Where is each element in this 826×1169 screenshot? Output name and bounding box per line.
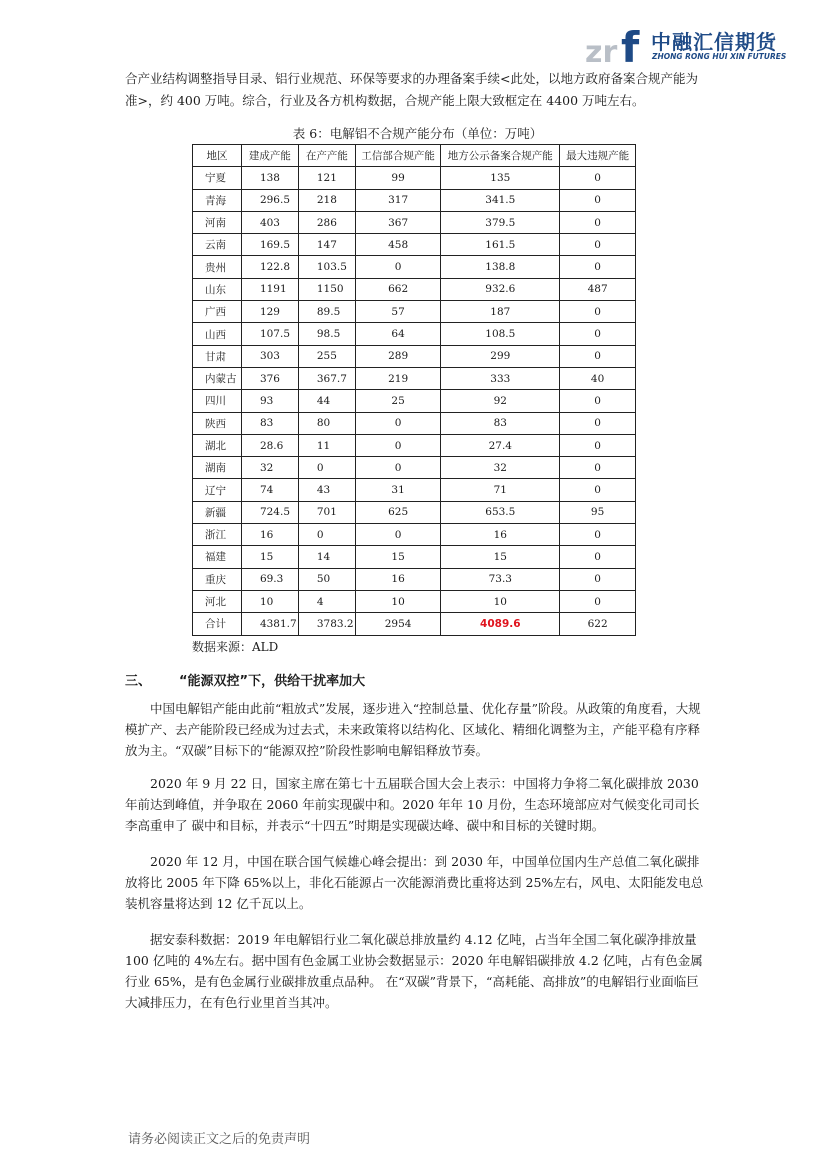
region-cell: 湖南 (193, 457, 242, 479)
value-cell: 376 (241, 367, 298, 389)
data-source: 数据来源：ALD (192, 640, 279, 654)
value-cell: 129 (241, 301, 298, 323)
value-cell: 43 (298, 479, 355, 501)
value-cell: 15 (355, 546, 441, 568)
value-cell: 147 (298, 234, 355, 256)
section-title: “能源双控”下，供给干扰率加大 (179, 674, 366, 689)
value-cell: 458 (355, 234, 441, 256)
value-cell: 0 (560, 568, 636, 590)
region-cell: 河南 (193, 211, 242, 233)
table-row (193, 434, 636, 456)
value-cell: 0 (298, 457, 355, 479)
region-cell: 山西 (193, 323, 242, 345)
value-cell: 98.5 (298, 323, 355, 345)
value-cell: 0 (355, 434, 441, 456)
table-row (193, 211, 636, 233)
value-cell: 44 (298, 390, 355, 412)
paragraph-3: 2020 年 12 月，中国在联合国气候雄心峰会提出：到 2030 年，中国单位国内生产总值二氧化碳排放将比 2005 年下降 65%以上，非化石能源占一次能源消费比重将达到 25%左右，风电、太阳能发电总装机容量将达到 12 亿千瓦以上。 (125, 854, 704, 911)
value-cell: 10 (355, 590, 441, 612)
value-cell: 0 (560, 524, 636, 546)
table-row (193, 412, 636, 434)
value-cell: 0 (560, 390, 636, 412)
value-cell: 138 (241, 167, 298, 189)
value-cell: 3783.2 (298, 613, 355, 635)
logo-chinese-name: 中融汇信期货 (651, 30, 777, 54)
company-logo (585, 20, 785, 72)
table-row (193, 345, 636, 367)
region-cell: 山东 (193, 278, 242, 300)
svg-text:f: f (621, 23, 640, 68)
value-cell: 95 (560, 501, 636, 523)
value-cell: 93 (241, 390, 298, 412)
value-cell: 2954 (355, 613, 441, 635)
value-cell: 0 (355, 412, 441, 434)
region-cell: 广西 (193, 301, 242, 323)
column-header: 建成产能 (241, 145, 298, 167)
value-cell: 69.3 (241, 568, 298, 590)
column-header: 工信部合规产能 (355, 145, 441, 167)
table-row (193, 568, 636, 590)
value-cell: 15 (241, 546, 298, 568)
value-cell: 653.5 (441, 501, 560, 523)
value-cell: 0 (560, 211, 636, 233)
region-cell: 陕西 (193, 412, 242, 434)
value-cell: 122.8 (241, 256, 298, 278)
value-cell: 73.3 (441, 568, 560, 590)
disclaimer-footer: 请务必阅读正文之后的免责声明 (128, 1132, 311, 1147)
region-cell: 云南 (193, 234, 242, 256)
value-cell: 0 (355, 256, 441, 278)
column-header: 地方公示备案合规产能 (441, 145, 560, 167)
table-row (193, 167, 636, 189)
table-row (193, 234, 636, 256)
value-cell: 107.5 (241, 323, 298, 345)
section-number: 三、 (125, 674, 152, 689)
value-cell: 0 (560, 189, 636, 211)
table-row (193, 590, 636, 612)
value-cell: 0 (560, 479, 636, 501)
value-cell: 83 (241, 412, 298, 434)
value-cell: 103.5 (298, 256, 355, 278)
value-cell: 367.7 (298, 367, 355, 389)
region-cell: 青海 (193, 189, 242, 211)
value-cell: 932.6 (441, 278, 560, 300)
value-cell: 135 (441, 167, 560, 189)
value-cell: 14 (298, 546, 355, 568)
value-cell: 379.5 (441, 211, 560, 233)
region-cell: 重庆 (193, 568, 242, 590)
value-cell: 83 (441, 412, 560, 434)
value-cell: 80 (298, 412, 355, 434)
value-cell: 99 (355, 167, 441, 189)
svg-text:zr: zr (585, 35, 618, 68)
table-row (193, 278, 636, 300)
value-cell: 0 (560, 434, 636, 456)
value-cell: 403 (241, 211, 298, 233)
value-cell: 25 (355, 390, 441, 412)
section-heading (125, 670, 365, 689)
paragraph-4: 据安泰科数据：2019 年电解铝行业二氧化碳总排放量约 4.12 亿吨，占当年全国二氧化碳净排放量 100 亿吨的 4%左右。据中国有色金属工业协会数据显示：2020 年电解铝碳排放 4.2 亿吨，占有色金属行业 65%，是有色金属行业碳排放重点品种。 在“双碳”背景下，“高耗能、高排放”的电解铝行业面临巨大减排压力，在有色行业里首当其冲。 (125, 932, 703, 1010)
table-caption: 表 6：电解铝不合规产能分布（单位：万吨） (292, 126, 543, 141)
value-cell: 4089.6 (441, 613, 560, 635)
region-cell: 浙江 (193, 524, 242, 546)
value-cell: 0 (560, 167, 636, 189)
column-header: 地区 (193, 145, 242, 167)
value-cell: 4 (298, 590, 355, 612)
value-cell: 74 (241, 479, 298, 501)
value-cell: 0 (560, 345, 636, 367)
value-cell: 57 (355, 301, 441, 323)
value-cell: 0 (355, 457, 441, 479)
value-cell: 0 (560, 412, 636, 434)
value-cell: 1191 (241, 278, 298, 300)
table-row (193, 479, 636, 501)
value-cell: 1150 (298, 278, 355, 300)
region-cell: 辽宁 (193, 479, 242, 501)
value-cell: 28.6 (241, 434, 298, 456)
value-cell: 0 (298, 524, 355, 546)
value-cell: 121 (298, 167, 355, 189)
value-cell: 11 (298, 434, 355, 456)
value-cell: 0 (560, 546, 636, 568)
value-cell: 0 (560, 323, 636, 345)
value-cell: 487 (560, 278, 636, 300)
value-cell: 32 (241, 457, 298, 479)
value-cell: 317 (355, 189, 441, 211)
value-cell: 10 (441, 590, 560, 612)
value-cell: 161.5 (441, 234, 560, 256)
column-header: 在产产能 (298, 145, 355, 167)
region-cell: 贵州 (193, 256, 242, 278)
value-cell: 0 (560, 590, 636, 612)
region-cell: 甘肃 (193, 345, 242, 367)
value-cell: 71 (441, 479, 560, 501)
value-cell: 255 (298, 345, 355, 367)
value-cell: 622 (560, 613, 636, 635)
value-cell: 701 (298, 501, 355, 523)
value-cell: 16 (355, 568, 441, 590)
paragraph-1: 中国电解铝产能由此前“粗放式”发展，逐步进入“控制总量、优化存量”阶段。从政策的角度看，大规模扩产、去产能阶段已经成为过去式，未来政策将以结构化、区域化、精细化调整为主，产能平稳有序释放为主。“双碳”目标下的“能源双控”阶段性影响电解铝释放节奏。 (125, 701, 701, 758)
value-cell: 89.5 (298, 301, 355, 323)
value-cell: 341.5 (441, 189, 560, 211)
value-cell: 296.5 (241, 189, 298, 211)
table-row (193, 256, 636, 278)
value-cell: 299 (441, 345, 560, 367)
value-cell: 0 (355, 524, 441, 546)
value-cell: 31 (355, 479, 441, 501)
region-cell: 合计 (193, 613, 242, 635)
value-cell: 0 (560, 301, 636, 323)
zrf-logo-mark-icon (585, 22, 645, 68)
table-body (193, 167, 636, 635)
value-cell: 289 (355, 345, 441, 367)
value-cell: 10 (241, 590, 298, 612)
table-row (193, 613, 636, 635)
region-cell: 内蒙古 (193, 367, 242, 389)
region-cell: 湖北 (193, 434, 242, 456)
value-cell: 724.5 (241, 501, 298, 523)
region-cell: 四川 (193, 390, 242, 412)
table-row (193, 301, 636, 323)
value-cell: 32 (441, 457, 560, 479)
value-cell: 64 (355, 323, 441, 345)
region-cell: 宁夏 (193, 167, 242, 189)
capacity-table (192, 144, 636, 636)
value-cell: 0 (560, 457, 636, 479)
table-row (193, 189, 636, 211)
value-cell: 333 (441, 367, 560, 389)
value-cell: 27.4 (441, 434, 560, 456)
column-header: 最大违规产能 (560, 145, 636, 167)
region-cell: 福建 (193, 546, 242, 568)
table-row (193, 546, 636, 568)
value-cell: 303 (241, 345, 298, 367)
value-cell: 218 (298, 189, 355, 211)
value-cell: 108.5 (441, 323, 560, 345)
table-header-row (193, 145, 636, 167)
intro-paragraph: 合产业结构调整指导目录、铝行业规范、环保等要求的办理备案手续<此处，以地方政府备案合规产能为准>，约 400 万吨。综合，行业及各方机构数据，合规产能上限大致框定在 4400 万吨左右。 (125, 71, 698, 108)
table-row (193, 457, 636, 479)
value-cell: 367 (355, 211, 441, 233)
value-cell: 50 (298, 568, 355, 590)
value-cell: 662 (355, 278, 441, 300)
table-row (193, 501, 636, 523)
value-cell: 625 (355, 501, 441, 523)
value-cell: 0 (560, 234, 636, 256)
table-row (193, 390, 636, 412)
table-row (193, 367, 636, 389)
value-cell: 15 (441, 546, 560, 568)
value-cell: 16 (441, 524, 560, 546)
value-cell: 219 (355, 367, 441, 389)
region-cell: 河北 (193, 590, 242, 612)
value-cell: 169.5 (241, 234, 298, 256)
value-cell: 0 (560, 256, 636, 278)
value-cell: 286 (298, 211, 355, 233)
logo-english-name: ZHONG RONG HUI XIN FUTURES (652, 52, 787, 61)
value-cell: 138.8 (441, 256, 560, 278)
value-cell: 40 (560, 367, 636, 389)
region-cell: 新疆 (193, 501, 242, 523)
paragraph-2: 2020 年 9 月 22 日，国家主席在第七十五届联合国大会上表示：中国将力争将二氧化碳排放 2030 年前达到峰值，并争取在 2060 年前实现碳中和。2020 年年 10 月份，生态环境部应对气候变化司司长李高重申了 碳中和目标，并表示“十四五”时期是实现碳达峰、碳中和目标的关键时期。 (125, 776, 700, 833)
value-cell: 4381.7 (241, 613, 298, 635)
table-row (193, 524, 636, 546)
value-cell: 187 (441, 301, 560, 323)
value-cell: 16 (241, 524, 298, 546)
value-cell: 92 (441, 390, 560, 412)
table-row (193, 323, 636, 345)
